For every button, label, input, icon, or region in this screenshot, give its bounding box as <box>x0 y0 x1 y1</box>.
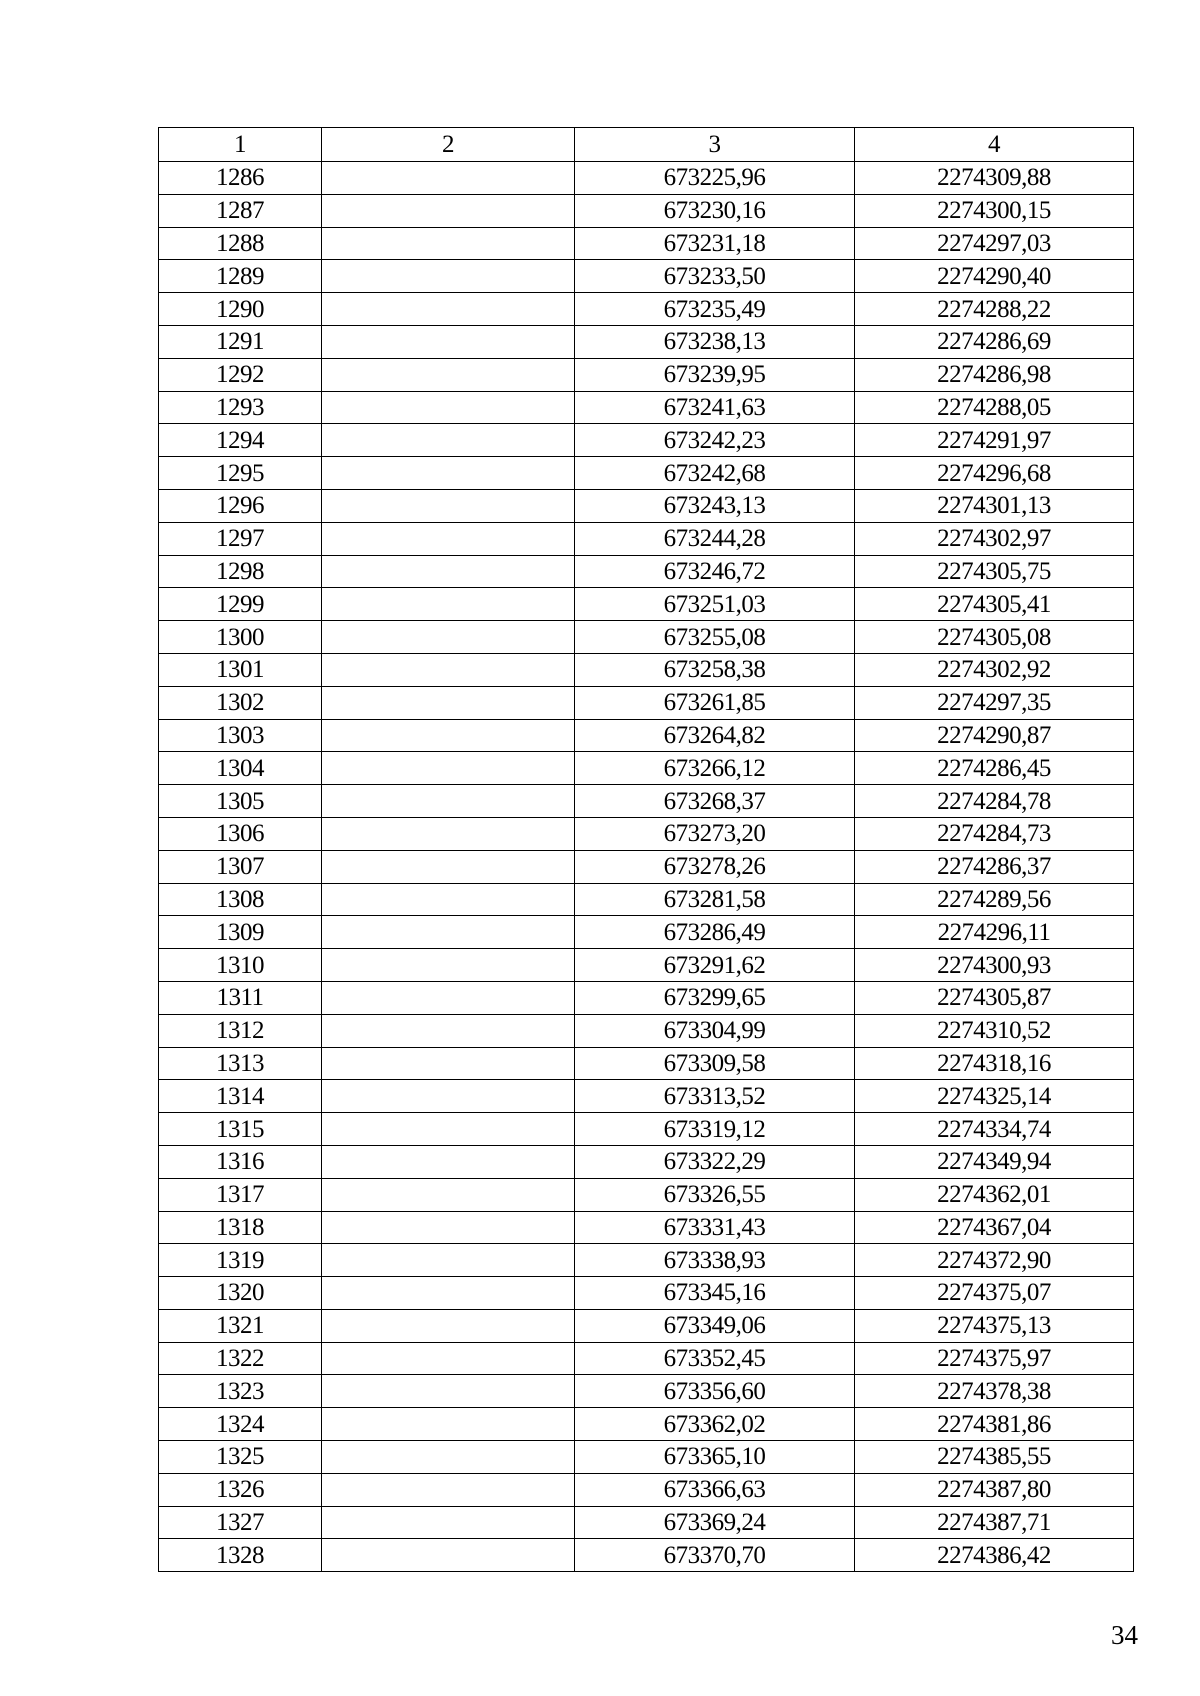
description-cell <box>322 1342 575 1375</box>
description-cell <box>322 162 575 195</box>
table-row <box>159 686 1134 719</box>
description-cell <box>322 1113 575 1146</box>
y-coordinate-cell: 2274372,90 <box>855 1244 1134 1277</box>
y-coordinate-cell: 2274288,22 <box>855 293 1134 326</box>
x-coordinate-cell: 673349,06 <box>575 1309 855 1342</box>
table-row <box>159 1145 1134 1178</box>
x-coordinate-cell: 673266,12 <box>575 752 855 785</box>
y-coordinate-cell: 2274286,37 <box>855 850 1134 883</box>
description-cell <box>322 621 575 654</box>
y-coordinate-cell: 2274290,40 <box>855 260 1134 293</box>
description-cell <box>322 883 575 916</box>
point-number-cell: 1316 <box>159 1145 322 1178</box>
description-cell <box>322 1145 575 1178</box>
table-row <box>159 719 1134 752</box>
description-cell <box>322 293 575 326</box>
y-coordinate-cell: 2274286,98 <box>855 358 1134 391</box>
y-coordinate-cell: 2274318,16 <box>855 1047 1134 1080</box>
page-number: 34 <box>1111 1620 1138 1650</box>
x-coordinate-cell: 673268,37 <box>575 785 855 818</box>
y-coordinate-cell: 2274305,08 <box>855 621 1134 654</box>
point-number-cell: 1308 <box>159 883 322 916</box>
point-number-cell: 1302 <box>159 686 322 719</box>
description-cell <box>322 1080 575 1113</box>
point-number-cell: 1292 <box>159 358 322 391</box>
point-number-cell: 1319 <box>159 1244 322 1277</box>
header-row <box>159 128 1134 162</box>
description-cell <box>322 1047 575 1080</box>
description-cell <box>322 227 575 260</box>
point-number-cell: 1322 <box>159 1342 322 1375</box>
y-coordinate-cell: 2274385,55 <box>855 1441 1134 1474</box>
y-coordinate-cell: 2274387,71 <box>855 1506 1134 1539</box>
point-number-cell: 1297 <box>159 522 322 555</box>
table-row <box>159 883 1134 916</box>
point-number-cell: 1313 <box>159 1047 322 1080</box>
description-cell <box>322 1277 575 1310</box>
point-number-cell: 1293 <box>159 391 322 424</box>
header-cell-2: 2 <box>322 128 575 162</box>
table-row <box>159 1047 1134 1080</box>
x-coordinate-cell: 673264,82 <box>575 719 855 752</box>
x-coordinate-cell: 673352,45 <box>575 1342 855 1375</box>
y-coordinate-cell: 2274291,97 <box>855 424 1134 457</box>
point-number-cell: 1290 <box>159 293 322 326</box>
x-coordinate-cell: 673242,68 <box>575 457 855 490</box>
table-row <box>159 1211 1134 1244</box>
point-number-cell: 1304 <box>159 752 322 785</box>
table-row <box>159 194 1134 227</box>
table-row <box>159 1244 1134 1277</box>
table-row <box>159 227 1134 260</box>
table-row <box>159 916 1134 949</box>
y-coordinate-cell: 2274367,04 <box>855 1211 1134 1244</box>
point-number-cell: 1314 <box>159 1080 322 1113</box>
y-coordinate-cell: 2274305,41 <box>855 588 1134 621</box>
description-cell <box>322 850 575 883</box>
point-number-cell: 1323 <box>159 1375 322 1408</box>
y-coordinate-cell: 2274305,87 <box>855 981 1134 1014</box>
x-coordinate-cell: 673345,16 <box>575 1277 855 1310</box>
y-coordinate-cell: 2274386,42 <box>855 1539 1134 1572</box>
x-coordinate-cell: 673309,58 <box>575 1047 855 1080</box>
point-number-cell: 1298 <box>159 555 322 588</box>
x-coordinate-cell: 673299,65 <box>575 981 855 1014</box>
y-coordinate-cell: 2274387,80 <box>855 1473 1134 1506</box>
table-row <box>159 522 1134 555</box>
table-row <box>159 293 1134 326</box>
description-cell <box>322 1211 575 1244</box>
x-coordinate-cell: 673242,23 <box>575 424 855 457</box>
x-coordinate-cell: 673369,24 <box>575 1506 855 1539</box>
y-coordinate-cell: 2274284,78 <box>855 785 1134 818</box>
point-number-cell: 1307 <box>159 850 322 883</box>
table-row <box>159 981 1134 1014</box>
description-cell <box>322 325 575 358</box>
y-coordinate-cell: 2274378,38 <box>855 1375 1134 1408</box>
x-coordinate-cell: 673338,93 <box>575 1244 855 1277</box>
y-coordinate-cell: 2274297,35 <box>855 686 1134 719</box>
table-row <box>159 752 1134 785</box>
table-row <box>159 1113 1134 1146</box>
point-number-cell: 1305 <box>159 785 322 818</box>
table-row <box>159 1473 1134 1506</box>
x-coordinate-cell: 673366,63 <box>575 1473 855 1506</box>
description-cell <box>322 1014 575 1047</box>
table-row <box>159 1178 1134 1211</box>
point-number-cell: 1315 <box>159 1113 322 1146</box>
table-row <box>159 949 1134 982</box>
y-coordinate-cell: 2274297,03 <box>855 227 1134 260</box>
x-coordinate-cell: 673231,18 <box>575 227 855 260</box>
x-coordinate-cell: 673365,10 <box>575 1441 855 1474</box>
header-cell-1: 1 <box>159 128 322 162</box>
y-coordinate-cell: 2274300,93 <box>855 949 1134 982</box>
point-number-cell: 1289 <box>159 260 322 293</box>
y-coordinate-cell: 2274349,94 <box>855 1145 1134 1178</box>
y-coordinate-cell: 2274296,68 <box>855 457 1134 490</box>
x-coordinate-cell: 673273,20 <box>575 817 855 850</box>
description-cell <box>322 785 575 818</box>
x-coordinate-cell: 673304,99 <box>575 1014 855 1047</box>
description-cell <box>322 194 575 227</box>
table-row <box>159 817 1134 850</box>
description-cell <box>322 981 575 1014</box>
header-cell-3: 3 <box>575 128 855 162</box>
point-number-cell: 1300 <box>159 621 322 654</box>
table-row <box>159 325 1134 358</box>
description-cell <box>322 1408 575 1441</box>
x-coordinate-cell: 673241,63 <box>575 391 855 424</box>
y-coordinate-cell: 2274286,45 <box>855 752 1134 785</box>
table-row <box>159 1080 1134 1113</box>
x-coordinate-cell: 673258,38 <box>575 653 855 686</box>
table-row <box>159 1277 1134 1310</box>
y-coordinate-cell: 2274375,97 <box>855 1342 1134 1375</box>
x-coordinate-cell: 673281,58 <box>575 883 855 916</box>
description-cell <box>322 719 575 752</box>
x-coordinate-cell: 673230,16 <box>575 194 855 227</box>
point-number-cell: 1317 <box>159 1178 322 1211</box>
description-cell <box>322 1178 575 1211</box>
x-coordinate-cell: 673251,03 <box>575 588 855 621</box>
x-coordinate-cell: 673278,26 <box>575 850 855 883</box>
table-row <box>159 1375 1134 1408</box>
y-coordinate-cell: 2274381,86 <box>855 1408 1134 1441</box>
description-cell <box>322 489 575 522</box>
table-row <box>159 785 1134 818</box>
x-coordinate-cell: 673233,50 <box>575 260 855 293</box>
x-coordinate-cell: 673313,52 <box>575 1080 855 1113</box>
x-coordinate-cell: 673370,70 <box>575 1539 855 1572</box>
point-number-cell: 1287 <box>159 194 322 227</box>
table-row <box>159 489 1134 522</box>
x-coordinate-cell: 673286,49 <box>575 916 855 949</box>
y-coordinate-cell: 2274296,11 <box>855 916 1134 949</box>
y-coordinate-cell: 2274300,15 <box>855 194 1134 227</box>
description-cell <box>322 752 575 785</box>
point-number-cell: 1321 <box>159 1309 322 1342</box>
point-number-cell: 1324 <box>159 1408 322 1441</box>
point-number-cell: 1327 <box>159 1506 322 1539</box>
table-row <box>159 1441 1134 1474</box>
description-cell <box>322 457 575 490</box>
table-row <box>159 260 1134 293</box>
x-coordinate-cell: 673238,13 <box>575 325 855 358</box>
point-number-cell: 1320 <box>159 1277 322 1310</box>
point-number-cell: 1295 <box>159 457 322 490</box>
y-coordinate-cell: 2274375,07 <box>855 1277 1134 1310</box>
point-number-cell: 1309 <box>159 916 322 949</box>
y-coordinate-cell: 2274375,13 <box>855 1309 1134 1342</box>
description-cell <box>322 1375 575 1408</box>
table-row <box>159 588 1134 621</box>
x-coordinate-cell: 673356,60 <box>575 1375 855 1408</box>
table-row <box>159 424 1134 457</box>
table-row <box>159 358 1134 391</box>
x-coordinate-cell: 673255,08 <box>575 621 855 654</box>
point-number-cell: 1299 <box>159 588 322 621</box>
x-coordinate-cell: 673246,72 <box>575 555 855 588</box>
description-cell <box>322 588 575 621</box>
table-row <box>159 457 1134 490</box>
description-cell <box>322 260 575 293</box>
table-row <box>159 555 1134 588</box>
point-number-cell: 1306 <box>159 817 322 850</box>
description-cell <box>322 817 575 850</box>
y-coordinate-cell: 2274289,56 <box>855 883 1134 916</box>
x-coordinate-cell: 673261,85 <box>575 686 855 719</box>
description-cell <box>322 1244 575 1277</box>
table-row <box>159 850 1134 883</box>
point-number-cell: 1310 <box>159 949 322 982</box>
point-number-cell: 1296 <box>159 489 322 522</box>
x-coordinate-cell: 673326,55 <box>575 1178 855 1211</box>
point-number-cell: 1288 <box>159 227 322 260</box>
x-coordinate-cell: 673225,96 <box>575 162 855 195</box>
description-cell <box>322 916 575 949</box>
table-body <box>159 162 1134 1572</box>
y-coordinate-cell: 2274362,01 <box>855 1178 1134 1211</box>
table-row <box>159 1506 1134 1539</box>
point-number-cell: 1326 <box>159 1473 322 1506</box>
description-cell <box>322 358 575 391</box>
header-cell-4: 4 <box>855 128 1134 162</box>
table-row <box>159 162 1134 195</box>
table-row <box>159 621 1134 654</box>
point-number-cell: 1328 <box>159 1539 322 1572</box>
x-coordinate-cell: 673319,12 <box>575 1113 855 1146</box>
y-coordinate-cell: 2274290,87 <box>855 719 1134 752</box>
description-cell <box>322 522 575 555</box>
x-coordinate-cell: 673362,02 <box>575 1408 855 1441</box>
y-coordinate-cell: 2274288,05 <box>855 391 1134 424</box>
x-coordinate-cell: 673239,95 <box>575 358 855 391</box>
x-coordinate-cell: 673235,49 <box>575 293 855 326</box>
point-number-cell: 1311 <box>159 981 322 1014</box>
table-row <box>159 1539 1134 1572</box>
x-coordinate-cell: 673322,29 <box>575 1145 855 1178</box>
y-coordinate-cell: 2274310,52 <box>855 1014 1134 1047</box>
point-number-cell: 1286 <box>159 162 322 195</box>
table-row <box>159 391 1134 424</box>
x-coordinate-cell: 673243,13 <box>575 489 855 522</box>
coordinates-table <box>158 127 1134 1572</box>
point-number-cell: 1301 <box>159 653 322 686</box>
point-number-cell: 1312 <box>159 1014 322 1047</box>
y-coordinate-cell: 2274305,75 <box>855 555 1134 588</box>
y-coordinate-cell: 2274284,73 <box>855 817 1134 850</box>
y-coordinate-cell: 2274334,74 <box>855 1113 1134 1146</box>
description-cell <box>322 1441 575 1474</box>
description-cell <box>322 949 575 982</box>
table-row <box>159 1408 1134 1441</box>
x-coordinate-cell: 673291,62 <box>575 949 855 982</box>
y-coordinate-cell: 2274325,14 <box>855 1080 1134 1113</box>
description-cell <box>322 391 575 424</box>
description-cell <box>322 686 575 719</box>
table-row <box>159 653 1134 686</box>
point-number-cell: 1325 <box>159 1441 322 1474</box>
description-cell <box>322 653 575 686</box>
y-coordinate-cell: 2274302,92 <box>855 653 1134 686</box>
x-coordinate-cell: 673244,28 <box>575 522 855 555</box>
description-cell <box>322 1309 575 1342</box>
x-coordinate-cell: 673331,43 <box>575 1211 855 1244</box>
table-row <box>159 1309 1134 1342</box>
description-cell <box>322 555 575 588</box>
y-coordinate-cell: 2274286,69 <box>855 325 1134 358</box>
table-row <box>159 1014 1134 1047</box>
description-cell <box>322 1539 575 1572</box>
description-cell <box>322 1506 575 1539</box>
table-header <box>159 128 1134 162</box>
y-coordinate-cell: 2274302,97 <box>855 522 1134 555</box>
point-number-cell: 1291 <box>159 325 322 358</box>
point-number-cell: 1294 <box>159 424 322 457</box>
description-cell <box>322 424 575 457</box>
y-coordinate-cell: 2274301,13 <box>855 489 1134 522</box>
point-number-cell: 1318 <box>159 1211 322 1244</box>
table-row <box>159 1342 1134 1375</box>
y-coordinate-cell: 2274309,88 <box>855 162 1134 195</box>
description-cell <box>322 1473 575 1506</box>
point-number-cell: 1303 <box>159 719 322 752</box>
